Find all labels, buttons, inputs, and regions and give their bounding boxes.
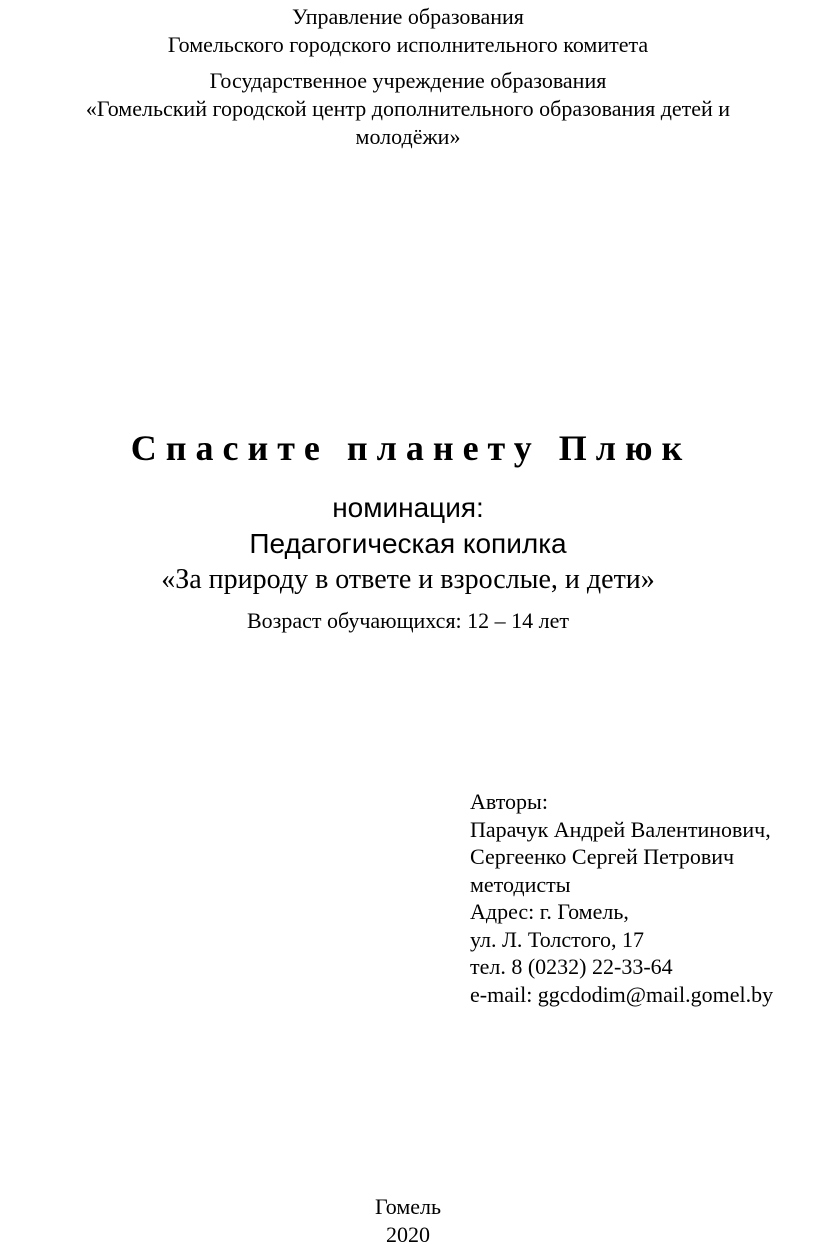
address-line-2: ул. Л. Толстого, 17 <box>470 926 644 952</box>
author-1: Парачук Андрей Валентинович, <box>470 816 771 842</box>
footer-year: 2020 <box>386 1222 430 1247</box>
nomination-name: Педагогическая копилка <box>249 528 567 559</box>
authors-role: методисты <box>470 871 571 897</box>
address-line-1: Адрес: г. Гомель, <box>470 899 629 924</box>
authors-block <box>470 788 773 1008</box>
nomination-label: номинация: <box>332 492 484 523</box>
header-line-3: Государственное учреждение образования <box>209 68 607 93</box>
document-title: Спасите планету Плюк <box>130 428 692 468</box>
header-line-4: «Гомельский городской центр дополнительного образования детей и <box>85 96 731 121</box>
footer-city: Гомель <box>374 1194 442 1219</box>
header-line-1: Управление образования <box>292 4 524 29</box>
authors-label: Авторы: <box>470 789 548 814</box>
author-2: Сергеенко Сергей Петрович <box>470 844 735 869</box>
student-age: Возраст обучающихся: 12 – 14 лет <box>246 608 570 633</box>
header-line-2: Гомельского городского исполнительного комитета <box>167 32 649 57</box>
header-line-5: молодёжи» <box>355 124 461 149</box>
email-address: e-mail: ggcdodim@mail.gomel.by <box>470 981 774 1007</box>
nomination-theme: «За природу в ответе и взрослые, и дети» <box>161 564 655 595</box>
phone-number: тел. 8 (0232) 22-33-64 <box>470 954 673 979</box>
